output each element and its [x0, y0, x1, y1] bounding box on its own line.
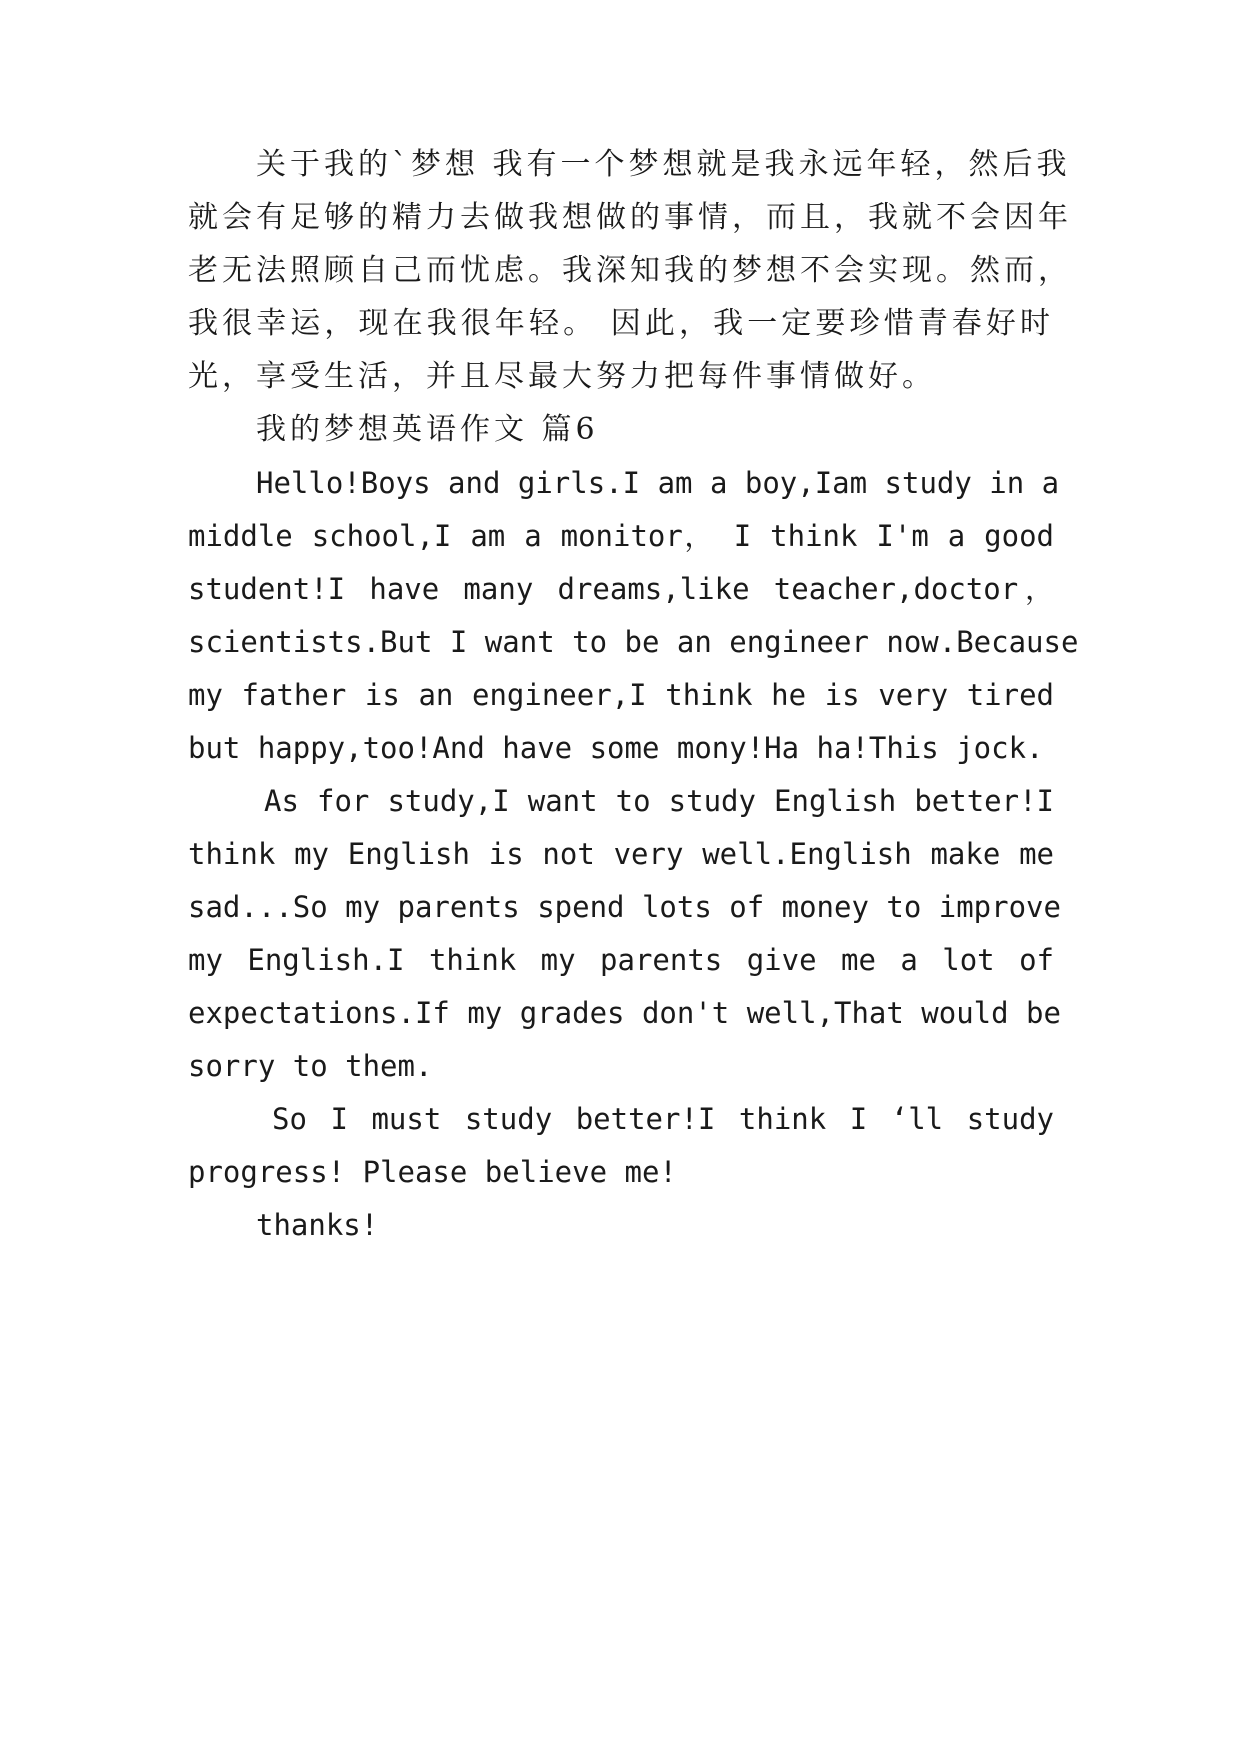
paragraph-line: Hello!Boys and girls.I am a boy,Iam study in a	[256, 466, 1060, 500]
paragraph-line: scientists.But I want to be an engineer now.Because	[188, 625, 1079, 659]
paragraph-line: middle school,I am a monitor， I think I'm a good	[188, 519, 1054, 553]
paragraph-line: sorry to them.	[188, 1049, 433, 1083]
paragraph-line: 光，享受生活，并且尽最大努力把每件事情做好。	[188, 359, 936, 394]
closing-line: thanks!	[256, 1208, 379, 1242]
paragraph-line: but happy,too!And have some mony!Ha ha!This jock.	[188, 731, 1044, 765]
section-heading: 我的梦想英语作文 篇6	[256, 412, 599, 447]
paragraph-line: 老无法照顾自己而忧虑。我深知我的梦想不会实现。然而，	[188, 253, 1072, 288]
paragraph-line: 我很幸运，现在我很年轻。 因此，我一定要珍惜青春好时	[188, 306, 1054, 341]
paragraph-line: As for study,I want to study English better!I	[264, 784, 1054, 818]
paragraph-line: expectations.If my grades don't well,That would be	[188, 996, 1061, 1030]
paragraph-line: sad...So my parents spend lots of money to improve	[188, 890, 1061, 924]
paragraph-line: my English.I think my parents give me a lot of	[188, 943, 1054, 977]
paragraph-line: think my English is not very well.English make me	[188, 837, 1054, 871]
paragraph-line: my father is an engineer,I think he is very tired	[188, 678, 1054, 712]
paragraph-line: So I must study better!I think I ‘ll study	[272, 1102, 1054, 1136]
paragraph-line: progress! Please believe me!	[188, 1155, 677, 1189]
paragraph-line: 就会有足够的精力去做我想做的事情，而且，我就不会因年	[188, 200, 1072, 235]
paragraph-line: student!I have many dreams,like teacher,doctor，	[188, 572, 1054, 606]
paragraph-line: 关于我的`梦想 我有一个梦想就是我永远年轻，然后我	[256, 147, 1071, 182]
